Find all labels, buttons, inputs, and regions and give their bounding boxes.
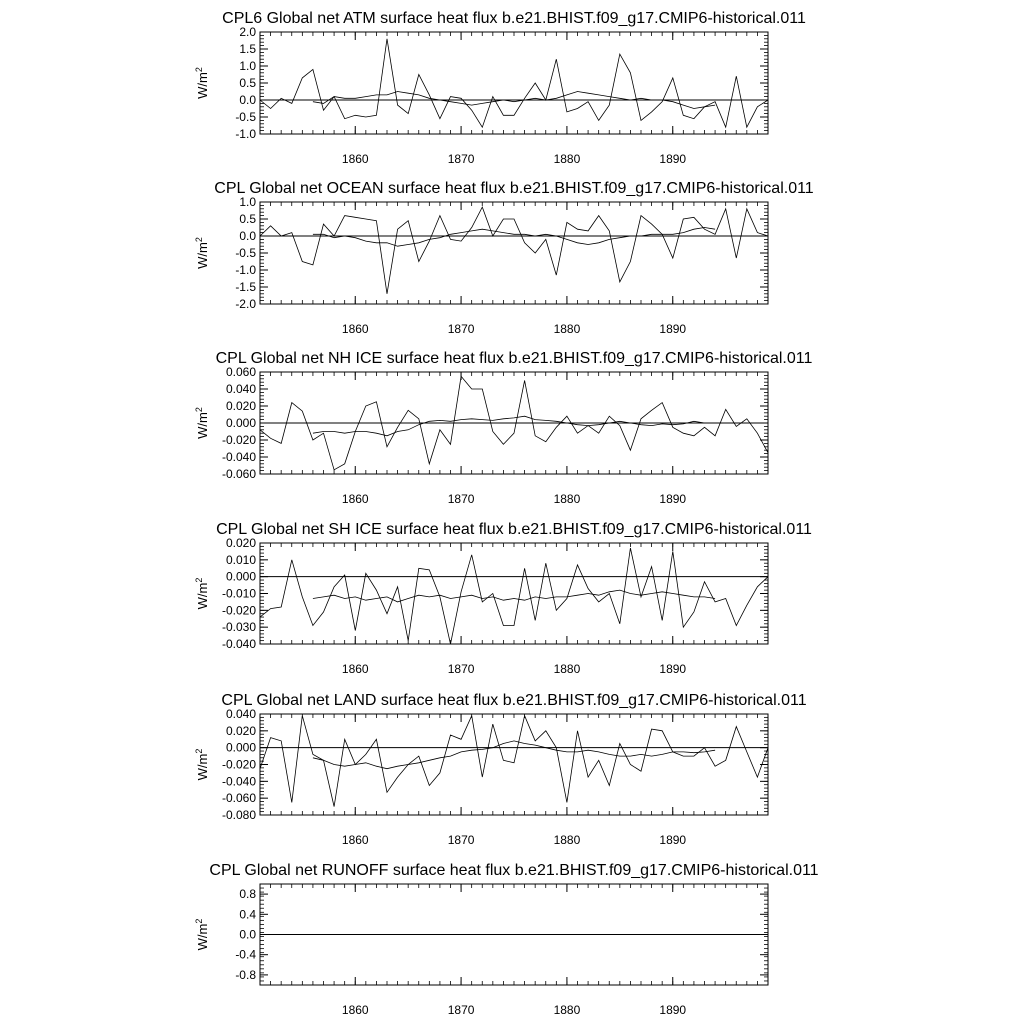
y-axis-label [194,919,210,951]
y-tick-label: 0.4 [239,907,256,922]
y-axis-label-exponent: 2 [194,918,204,924]
x-tick-label: 1870 [447,1003,475,1017]
chart-panel-6 [194,862,819,1017]
y-tick-label: 0.020 [225,536,256,550]
y-axis-label [194,407,210,439]
y-tick-label: 0.010 [225,552,256,567]
y-tick-label: -0.060 [221,467,256,481]
x-tick-label: 1870 [447,492,475,506]
series-line-annual [260,207,768,294]
y-tick-label: -0.4 [235,947,256,962]
y-tick-label: -1.0 [235,127,256,141]
chart-panel-1 [194,10,806,166]
y-axis-label-unit: W/m [195,923,210,951]
x-tick-label: 1870 [447,152,475,166]
y-tick-label: -0.040 [221,450,256,464]
y-tick-label: -0.060 [221,791,256,806]
y-tick-label: 0.0 [239,927,256,942]
x-tick-label: 1860 [341,152,369,166]
x-tick-label: 1880 [553,322,581,336]
x-tick-label: 1890 [659,662,687,676]
y-tick-label: -0.020 [221,757,256,772]
y-tick-label: 0.0 [239,229,256,243]
x-tick-label: 1890 [659,833,687,847]
y-tick-label: -0.030 [221,620,256,635]
x-tick-label: 1870 [447,322,475,336]
x-tick-label: 1860 [341,662,369,676]
y-tick-label: -0.5 [235,246,256,260]
y-tick-label: -0.5 [235,110,256,124]
y-tick-label: 0.5 [239,76,256,90]
series-line-running-mean [313,228,715,247]
series-line-annual [260,716,768,807]
x-tick-label: 1890 [659,322,687,336]
y-axis-label-unit: W/m [195,582,210,610]
x-tick-label: 1860 [341,322,369,336]
y-tick-label: 0.000 [225,416,256,430]
x-tick-label: 1880 [553,662,581,676]
chart-title: CPL Global net RUNOFF surface heat flux b.e21.BHIST.f09_g17.CMIP6-historical.011 [209,862,819,879]
y-axis-label [194,237,210,269]
plot-frame [260,32,768,134]
x-tick-label: 1890 [659,492,687,506]
series-line-running-mean [313,590,715,602]
chart-title: CPL Global net OCEAN surface heat flux b.e21.BHIST.f09_g17.CMIP6-historical.011 [214,180,814,197]
y-axis-label-exponent: 2 [194,577,204,583]
y-axis-label-unit: W/m [195,72,210,99]
series-line-annual [260,39,768,127]
y-tick-label: 0.060 [225,365,256,379]
chart-title: CPL Global net SH ICE surface heat flux b.e21.BHIST.f09_g17.CMIP6-historical.011 [216,521,812,538]
chart-panel-2 [194,180,814,336]
y-tick-label: 0.000 [225,740,256,755]
chart-panel-5 [194,692,807,847]
y-tick-label: 0.0 [239,93,256,107]
y-tick-label: -0.080 [221,808,256,822]
x-tick-label: 1860 [341,492,369,506]
y-axis-label-exponent: 2 [194,748,204,754]
chart-title: CPL6 Global net ATM surface heat flux b.e21.BHIST.f09_g17.CMIP6-historical.011 [222,10,806,27]
y-tick-label: 0.020 [225,399,256,413]
x-tick-label: 1880 [553,833,581,847]
y-axis-label-exponent: 2 [194,67,204,73]
y-tick-label: 0.8 [239,887,256,902]
y-tick-label: -2.0 [235,297,256,311]
series-line-running-mean [313,741,715,769]
x-tick-label: 1860 [341,833,369,847]
x-tick-label: 1890 [659,152,687,166]
y-tick-label: 0.000 [225,569,256,584]
y-axis-label-exponent: 2 [194,237,204,243]
y-tick-label: -0.040 [221,637,256,651]
y-tick-label: -0.8 [235,967,256,982]
y-axis-label [194,578,210,610]
y-axis-label-unit: W/m [195,412,210,439]
y-tick-label: 0.020 [225,723,256,738]
y-tick-label: 1.5 [239,42,256,56]
x-tick-label: 1880 [553,1003,581,1017]
y-tick-label: 2.0 [239,25,256,39]
chart-panel-4 [194,521,812,676]
y-tick-label: -1.0 [235,263,256,277]
chart-panel-3 [194,350,812,506]
y-tick-label: -1.5 [235,280,256,294]
x-tick-label: 1880 [553,492,581,506]
x-tick-label: 1890 [659,1003,687,1017]
y-tick-label: -0.040 [221,774,256,789]
x-tick-label: 1860 [341,1003,369,1017]
y-axis-label [194,67,210,99]
y-tick-label: 1.0 [239,195,256,209]
x-tick-label: 1870 [447,833,475,847]
y-axis-label-exponent: 2 [194,407,204,413]
chart-title: CPL Global net LAND surface heat flux b.e21.BHIST.f09_g17.CMIP6-historical.011 [221,692,807,709]
plot-frame [260,543,768,644]
y-axis-label-unit: W/m [195,753,210,781]
y-tick-label: 0.040 [225,382,256,396]
y-tick-label: 0.5 [239,212,256,226]
y-tick-label: -0.010 [221,586,256,601]
y-axis-label-unit: W/m [195,242,210,269]
y-tick-label: -0.020 [221,603,256,618]
x-tick-label: 1870 [447,662,475,676]
y-tick-label: -0.020 [221,433,256,447]
x-tick-label: 1880 [553,152,581,166]
y-tick-label: 0.040 [225,707,256,721]
y-axis-label [194,749,210,781]
chart-title: CPL Global net NH ICE surface heat flux b.e21.BHIST.f09_g17.CMIP6-historical.011 [215,350,813,367]
y-tick-label: 1.0 [239,59,256,73]
